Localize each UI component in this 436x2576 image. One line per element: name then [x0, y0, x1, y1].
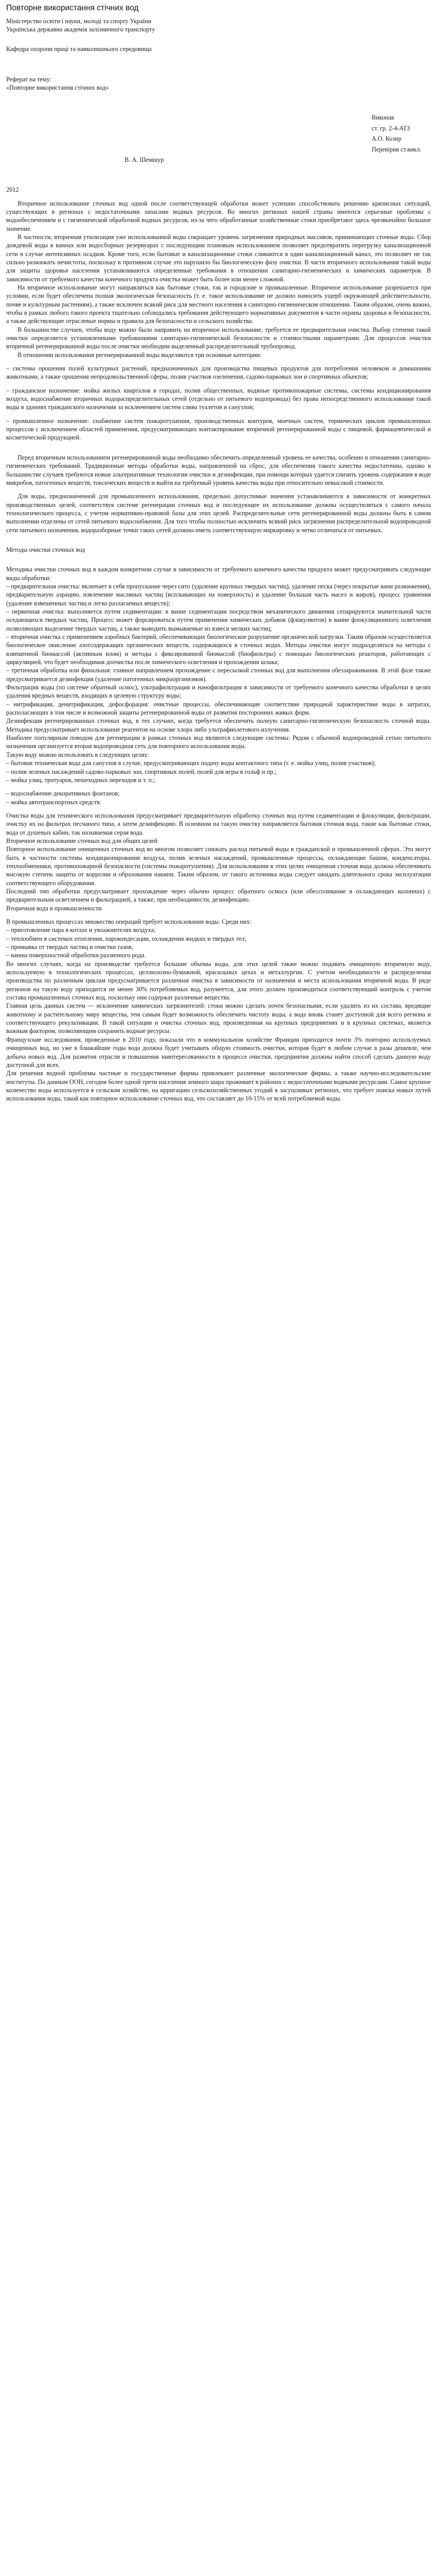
list-item: – теплообмен в системах отопления, парокондесации, охлаждения жидких и твердых тел;	[6, 935, 247, 942]
author-name: А.О. Козир	[372, 135, 402, 143]
paragraph: Для решения водной проблемы частные и государственные фирмы привлекают различные экологические фирмы, а также научно-исследовательские институты. По данным ООН, сегодня более одной трети населения земного шара проживает в районах с недостаточными водными ресурсами. Самое крупное количество воды используется в сельском хозяйстве, на ирригацию сельскохозяйственных угодий в засушливых регионах, что требует поиска новых путей использования воды, такой как повторное использование сточных вод, что составляет до 10-15% от всей потребляемой воды.	[6, 1070, 431, 1103]
paragraph: Методика очистки сточных вод в каждом конкретном случае в зависимости от требуемого конечного качества продукта может предусматривать следующие виды обработки:	[6, 566, 431, 582]
paragraph: В частности, вторичная утилизация уже использованной воды сокращает уровень загрязнения природных массивов, принимающих сточные воды. Сбор дождевой воды в ваннах или водосборных резервуарах с последующим плановым использованием позволяет предотвратить перегрузку канализационной сети в случае интенсивных осадков. Кроме того, если бытовые и канализационные стоки сливаются в один канализационный канал, это позволяет не так сильно разжижать нечистоты, поскольку в противном случае это нарушило бы биологическую фазу очистки. В части вторичного использования такой воды для защиты здоровья населения устанавливаются определенные требования в отношении санитарно-гигиенических и химических параметров. В зависимости от требуемого качества конечного продукта очистка может быть более или менее сложной.	[6, 233, 431, 283]
list-item: – полив зеленых насаждений садово-парковых зон, спортивных полей, полей для игры в гольф и пр.;	[6, 768, 277, 775]
list-item: – системы орошения полей культурных растений, предназначенных для производства пищевых продуктов для потребления человеком и домашними животными, а также орошения непродовольственной сферы, полив участков озеленения, садово-парковых зон и спортивных объектов;	[6, 365, 431, 381]
categories-list-3	[6, 417, 431, 442]
paragraph: Очистка воды для технического использования предусматривает предварительную обработку сточных вод путем седиментации и флокуляции, фильтрации, очистку их на фильтрах песчаного типа, а затем дезинфекцию. В основном на такую очистку направляется бытовая сточная вода, такие как бытовые стоки, вода от душевых кабин, так называемая серая вода.	[6, 811, 431, 836]
year: 2012	[6, 186, 19, 194]
uses-list	[6, 759, 431, 784]
middle-section	[6, 453, 431, 534]
list-item: – водоснабжение декоративных фонтанов;	[6, 790, 120, 798]
list-item: – приготовление пара в котлах и увлажнителях воздуха;	[6, 926, 156, 934]
paragraph: В большинстве случаев, чтобы воду можно было направить на вторичное использование, требуется ее предварительная очистка. Выбор степени такой очистки определяется установленными требованиями санитарно-гигиенической безопасности и стоимостными параметрами. Для процессов очистки вторичной регенерированной воды после очистки необходим выделенный распределительный трубопровод.	[6, 326, 431, 350]
methods-section	[6, 565, 431, 759]
paragraph: – предварительная очистка: включает в себя пропускание через сито (удаление крупных твердых частиц), удаление песка (через покрытые вани разжижения), предварительную аэрацию, извлечение масляных частиц (всплывающих на поверхность) и удаление большая часть масел и жиров), процесс уравнения (удаление взвешенных частиц и легко разлагаемых веществ);	[6, 582, 431, 607]
paragraph: Перед вторичным использованием регенерированной воды необходимо обеспечить определенный уровень ее качества, особенно в отношении санитарно-гигиенических требований. Традиционные методы обработки воды, направленной на сброс, для обеспечения такого качества недостаточны, однако в большинстве случаев требуются новые альтернативные технологии очистки и дезинфекции, при помощи которых удается снизить уровень содержания в воде микробов, патогенных веществ, токсических веществ и выйти на требуемый уровень качества воды при относительно невысокой стоимости.	[6, 453, 431, 486]
paragraph: – нитрификация, денитрификация, дефосфорация: очистные процессы, обеспечивающие соответствие природной характеристике воды в затратах, располагающих в том числе и возможной защиты регенерированной воды от развития посторонних живых форм.	[6, 700, 431, 717]
paragraph: Повторное использование очищенных сточных вод во многом позволяет снижать расход питьевой воды в гражданской и промышленной сферах. Это могут быть в частности системы кондиционирования воздуха, полив зеленых насаждений, промышленные процессы, охлаждающие башни, конденсаторы, теплообменники, противопожарной безопасности (системы пожаротушения). Для использования в этих целях очищенная сточная вода должна обеспечивать высокую степень защиты от коррозии и образования накипи. Таким образом, от такого источника воды следует ожидать длительного срока эксплуатации соответствующего оборудования.	[6, 845, 431, 887]
academy-name: Українська державна академія залізничного транспорту	[6, 26, 155, 33]
paragraph: В промышленных процессах множество операций требует использования воды. Среди них:	[6, 918, 252, 926]
paragraph: Дезинфекция регенерированных сточных вод, в тех случаях, когда требуется обеспечить полную санитарно-гигиеническую безопасность сточной воды. Методика предусматривает использование реагентов на основе хлора либо ультрафиолетового излучения.	[6, 717, 431, 733]
list-item: – промывка от твердых частиц и очистки газов;	[6, 943, 133, 951]
industry-list	[6, 926, 431, 959]
section-title-methods: Методы очистки сточных вод	[6, 546, 85, 553]
intro-section	[6, 199, 431, 360]
essay-topic: «Повторне використання стічних вод»	[6, 84, 109, 92]
paragraph: – третичная обработка или финальная: главное направлением прохождение с пересылкой сточных вод для выполнения обеззараживания. В этой фазе также предусматривается дезинфекция (удаление патогенных микроорганизмов).	[6, 667, 431, 683]
uses-list-2	[6, 789, 431, 806]
list-item: – ванны поверхностной обработки различного рода.	[6, 952, 146, 959]
categories-list	[6, 364, 431, 381]
ministry-name: Міністерство освіти і науки, молоді та спорту України	[6, 17, 151, 25]
teacher-name: В. А. Шемшур	[125, 156, 164, 163]
document-title: Повторне використання стічних вод	[6, 4, 139, 12]
paragraph: Последний тип обработки предусматривает прохождение через обычно процесс обратного осмоса (или обессоливание в охлаждающих колоннах) с предварительным осветлением и фильтрацией, а также, при необходимости, дезинфекцию.	[6, 887, 431, 904]
paragraph: Наиболее популярным поводом для регенерации в рамках сточных вод являются следующие системы: Рядом с обычной водопроводной сетью питьевого назначения организуется вторая водопроводная сеть для повторного использования воды.	[6, 734, 431, 750]
department-name: Кафедра охорони праці та навколишнього середовища	[6, 45, 152, 53]
paragraph: Для воды, предназначенной для промышленного использования, предельно допустимые значения устанавливаются в зависимости от конкретных производственных целей, соответствуя системе регенерации сточных вод и последующее их использование должны осуществляться с самого начала технологического процесса, с учетом нормативно-правовой базы для этих целей. Распределительные сети регенерированной воды должны быть в самом выполнении отделены от сетей питьевого водоснабжения. Для того чтобы полностью исключить всякий риск загрязнения распределительной водопроводной сети питьевого назначения, водоразборные точки таких сетей должны иметь соответствующую маркировку и четко отличаться от питьевых.	[6, 493, 431, 534]
essay-label: Реферат на тему:	[6, 75, 51, 83]
paragraph: Такую воду можно использовать в следующих целях:	[6, 751, 149, 758]
author-checked: Перевірив ст.викл.	[372, 145, 422, 153]
paragraph: – вторичная очистка с применением аэробных бактерий, обеспечивающих биологическое разрушение органической нагрузки. Таким образом осуществляется биологическое окисление азотсодержащих органических веществ, содержащихся в сточных водах. Методы очистки могут подразделяться на методы с взвешенной биомассой (активным илом) и методы с фиксированной биомассой (биофильтры) с помощью биологических реакторов, работающих с циркуляцией, что будет необходимая доочистка после химического осветления и прохождения шлака;	[6, 633, 431, 666]
author-done: Виконав	[372, 114, 394, 122]
paragraph: Во многих случаях, когда на производстве требуется большие объемы воды, для этих целей также можно подавать очищенную вторичную воду, используемую в технологических процессах, целлюлозно-бумажной, красильных цехах и металлургии. С учетом необходимости и распределения производства по различным циклам предусматривается различная очистка в зависимости от назначения и места использования вторичной воды. В ряде регионов на такую воду приходится не менее 30% потребляемых вод, разумеется, для этого должен производиться соответствующий контроль с учетом состава промышленных сточных вод, поскольку они содержат различные вещества.	[6, 960, 431, 1002]
categories-list-2	[6, 386, 431, 412]
list-item: – мойка улиц, тротуаров, пешеходных переходов и т. п.;	[6, 776, 155, 784]
paragraph: Фильтрация воды (по системе обратный осмос), ультрафильтрация и нанофильтрация в зависимости от требуемого конечного качества обработки в целях удаления вредных веществ, входящих в целевую структуру воды;	[6, 684, 431, 700]
paragraph: Вторичное использование сточных вод одной после соответствующей обработки может успешно способствовать решению кризисных ситуаций, существующих в регионах с недостаточными запасами водных ресурсов. Во многих регионах нашей страны имеются серьезные проблемы с водообеспечением и с гигиенической обработкой водных ресурсов, из-за чего обработанные хозяйственные стоки приобретают здесь чрезвычайно большое значение.	[6, 199, 431, 232]
paragraph: Главная цель данных систем — исключение химических загрязнителей: стоки можно сделать почти безопасными, если удалить из их состава, вредящие животному и растительному миру вещества, тем самым будет возможность обеспечить чистоту воды, а вода вновь станет доступной для всего региона и соответствующего рекультивации. В такой ситуации и очистка сточных вод, произведенная на крупных предприятиях и в крупных системах, является важным фактором, позволяющим сохранить водные ресурсы.	[6, 1002, 431, 1035]
document-page	[0, 0, 436, 1113]
list-item: – гражданское назначение: мойка жилых кварталов в городах, полив общественных, водяные противопожарные системы, системы кондиционирования воздуха, водоснабжение вторичных водораспределительных сетей (отдельно от питьевого водопровода) без права непосредственного использования такой воды в зданиях гражданского назначения за исключением систем слива туалетов и санузлов;	[6, 386, 431, 411]
paragraph: В отношении использования регенерированной воды выделяются три основные категории:	[18, 351, 262, 359]
list-item: – мойка автотранспортных средств.	[6, 798, 101, 806]
author-group: ст. гр. 2-4-ATЗ	[372, 124, 410, 132]
section-title-reuse: Вторичное использование сточных вод для общих целей	[6, 837, 158, 844]
paragraph: Французские исследования, проведенные в 2010 году, показали что в коммунальном хозяйстве Франции приходится почти 3% повторно используемых очищенных вод, но уже в ближайшие годы вода должна будет учитывать общую стоимость очистки, которая будет в любом случае в разы дешевле, чем добыча новых вод. Для развития отрасли и повышения заинтересованности в процессе очистки, предприятия должны найти способ сделать данную воду доступной для всех.	[6, 1036, 431, 1069]
list-item: – бытовая техническая вода для санузлов в случае, предусматривающих подачу воды контактного типа (т. е. мойка улиц, полив участков);	[6, 759, 376, 767]
author-block	[372, 113, 431, 153]
section-title-industry: Вторичная вода в промышленности	[6, 904, 102, 912]
paragraph: На вторичное использование могут направляться как бытовые стоки, так и городские и промышленные. Вторичное использование разрешается при условии, если будет обеспечена полная экологическая безопасность (т. е. такое использование не должно наносить ущерб окружающей действительности, почве и культурным растениям), а также исключен всякий риск для местного населения в санитарно-гигиеническом отношении. Таким образом, очень важно, чтобы в рамках любого такого проекта тщательно соблюдались требования действующего нормативных документов в части охраны здоровья и безопасности, а также действующие отраслевые нормы и правила для безопасности и сельского хозяйства.	[6, 283, 431, 325]
list-item: – промышленное назначение: снабжение систем пожаротушения, производственных контуров, моечных систем, термических циклов промышленных процессов с исключением областей применения, предусматривающих контактирование вторичной регенерированной воды с пищевой, фармацевтической и косметической продукцией.	[6, 417, 431, 442]
paragraph: – первичная очистка: выполняется путем седиментации: в ванне седиментации посредством механического движения сепарируются значительной части оседающихся твердых частиц. Процесс может форсироваться путем применения химических добавок (флокулянтов) в ванне флокуляционного осветления позволяющих выделение твердых частиц, а также выводить вымываемые из взвеси мелких частиц;	[6, 607, 431, 632]
